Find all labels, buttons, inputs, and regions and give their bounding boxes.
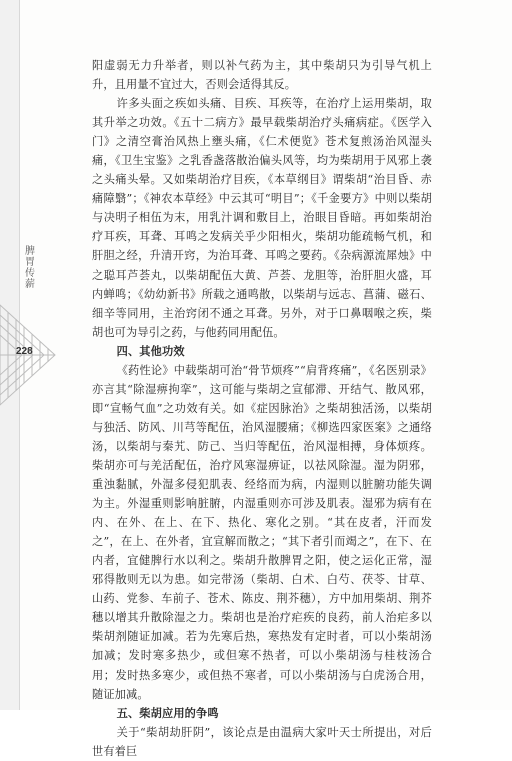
paragraph-head-disorders: 许多头面之疾如头痛、目疾、耳疾等，在治疗上运用柴胡，取其升举之功效。《五十二病方》最早载柴胡治疗头痛病症。《医学入门》之清空膏治风热上壅头痛，《仁术便览》苍术复煎汤治风湿头痛，《卫生宝鉴》之乳香盏落散治偏头风等，均为柴胡用于风邪上袭之头痛头晕。又如柴胡治疗目疾，《本草纲目》谓柴胡“治目昏、赤痛障翳”；《神农本草经》中云其可“明目”；《千金要方》中则以柴胡与决明子相伍为末，用乳汁调和敷目上，治眼目昏暗。再如柴胡治疗耳疾，耳聋、耳鸣之发病关乎少阳相火，柴胡功能疏畅气机，和肝胆之经，升清开窍，为治耳聋、耳鸣之要药。《杂病源流犀烛》中之聪耳芦荟丸，以柴胡配伍大黄、芦荟、龙胆等，治肝胆火盛，耳内蝉鸣；《幼幼新书》所载之通鸣散，以柴胡与远志、菖蒲、磁石、细辛等同用，主治窍闭不通之耳聋。另外，对于口鼻咽喉之疾，柴胡也可为导引之药，与他药同用配伍。 <box>92 97 432 339</box>
section-heading-controversy: 五、柴胡应用的争鸣 <box>116 706 219 720</box>
paragraph-controversy: 关于“柴胡劫肝阴”，该论点是由温病大家叶天士所提出，对后世有着巨 <box>92 725 432 758</box>
running-title: 脾胃传薪 <box>25 246 35 290</box>
paragraph-other-effects: 《药性论》中载柴胡可治“骨节烦疼”“肩背疼痛”，《名医别录》亦言其“除湿痹拘挛”，这可能与柴胡之宣郁滞、开结气、散风邪，即“宣畅气血”之功效有关。如《症因脉治》之柴胡独活汤，以柴胡与独活、防风、川芎等配伍，治风湿腰痛；《柳选四家医案》之通络汤，以柴胡与秦艽、防己、当归等配伍，治风湿相搏，身体烦疼。柴胡亦可与羌活配伍，治疗风寒湿痹证，以祛风除湿。湿为阴邪，重浊黏腻，外湿多侵犯肌表、经络而为病，内湿则以脏腑功能失调为主。外湿重则影响脏腑，内湿重则亦可涉及肌表。湿邪为病有在内、在外、在上、在下、热化、寒化之别。“其在皮者，汗而发之”，在上、在外者，宜宣解而散之；“其下者引而竭之”，在下、在内者，宜健脾行水以利之。柴胡升散脾胃之阳，使之运化正常，湿邪得散则无以为患。如完带汤（柴胡、白术、白芍、茯苓、甘草、山药、党参、车前子、苍术、陈皮、荆芥穗），方中加用柴胡、荆芥穗以增其升散除湿之力。柴胡也是治疗疟疾的良药，前人治疟多以柴胡剂随证加减。若为先寒后热，寒热发有定时者，可以小柴胡汤加减；发时寒多热少，或但寒不热者，可以小柴胡汤与桂枝汤合用；发时热多寒少，或但热不寒者，可以小柴胡汤与白虎汤合用，随证加减。 <box>92 363 432 701</box>
page-number: 228 <box>16 346 33 357</box>
paragraph-continuation: 阳虚弱无力升举者，则以补气药为主，其中柴胡只为引导气机上升，且用量不宜过大，否则会适得其反。 <box>92 59 432 92</box>
section-heading-other-effects: 四、其他功效 <box>116 344 185 358</box>
body-text <box>92 56 432 761</box>
